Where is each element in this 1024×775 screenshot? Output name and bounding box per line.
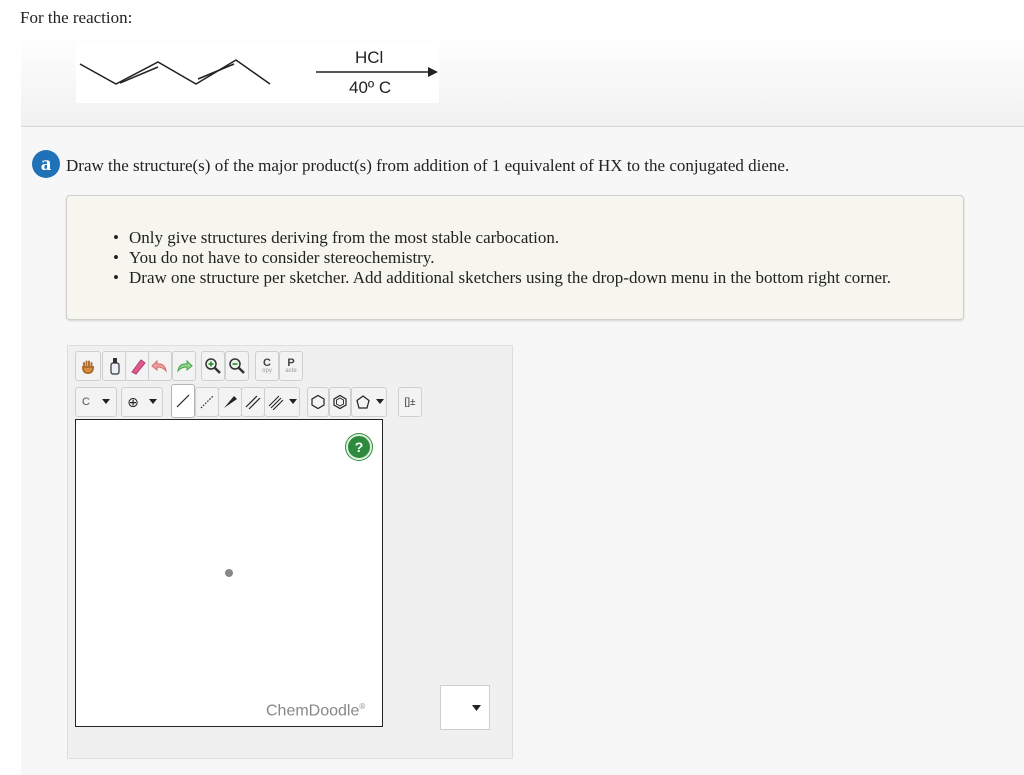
cyclohexane-button[interactable] [307,387,329,417]
condition-label: 40º C [349,78,392,97]
help-button[interactable]: ? [346,434,372,460]
copy-letter: C [263,357,271,369]
triple-bond-icon [268,394,284,410]
wedge-bond-icon [222,394,238,410]
charge-symbol: ⊕ [127,393,139,410]
double-bond-icon [245,394,261,410]
benzene-button[interactable] [329,387,351,417]
atom-label: C [82,396,90,408]
zoom-in-icon [204,357,222,375]
single-bond-button[interactable] [171,384,195,418]
zoom-out-icon [228,357,246,375]
hint-list [113,228,891,288]
copy-button[interactable] [255,351,279,381]
chevron-down-icon [472,705,481,712]
brand-mark: ® [359,702,366,711]
undo-button[interactable] [148,351,172,381]
part-badge: a [32,150,60,178]
dashed-bond-button[interactable] [195,387,219,417]
benzene-icon [332,394,348,410]
add-sketcher-dropdown[interactable] [440,685,490,730]
wedge-bond-button[interactable] [218,387,242,417]
question-text: Draw the structure(s) of the major product(s) from addition of 1 equivalent of HX to the conjugated diene. [66,156,790,175]
reagent-label: HCl [355,48,384,67]
pentagon-icon [355,394,371,410]
paste-button[interactable] [279,351,303,381]
bracket-charge-button[interactable] [398,387,422,417]
zoom-in-button[interactable] [201,351,225,381]
hint-item: • Only give structures deriving from the most stable carbocation. [113,228,891,248]
hand-icon [80,358,96,374]
paste-letter: P [287,357,295,369]
hint-item: • Draw one structure per sketcher. Add additional sketchers using the drop-down menu in the bottom right corner. [113,268,891,288]
chevron-down-icon [149,399,157,405]
hint-box [66,195,964,320]
chemdoodle-brand [266,702,365,720]
dashed-bond-icon [199,394,215,410]
brand-name: ChemDoodle [266,702,360,720]
undo-icon [151,358,169,374]
hexagon-icon [310,394,326,410]
clear-icon [108,357,122,375]
single-bond-icon [175,393,191,409]
reaction-arrow [316,67,438,77]
drawing-canvas[interactable] [75,419,383,727]
double-bond-button[interactable] [241,387,265,417]
redo-button[interactable] [172,351,196,381]
paste-label: aste [285,368,297,374]
copy-label: opy [262,368,272,374]
hint-item: • You do not have to consider stereochemistry. [113,248,891,268]
reaction-scheme [76,44,439,103]
charge-selector[interactable] [121,387,163,417]
ring-selector[interactable] [351,387,387,417]
atom-selector[interactable] [75,387,117,417]
chevron-down-icon [376,399,384,405]
canvas-dot [225,569,233,577]
redo-icon [175,358,193,374]
hand-tool-button[interactable] [75,351,101,381]
intro-text: For the reaction: [20,8,133,27]
triple-bond-selector[interactable] [264,387,300,417]
bracket-label: []± [404,396,416,408]
eraser-icon [129,357,147,375]
chevron-down-icon [102,399,110,405]
chevron-down-icon [289,399,297,405]
zoom-out-button[interactable] [225,351,249,381]
